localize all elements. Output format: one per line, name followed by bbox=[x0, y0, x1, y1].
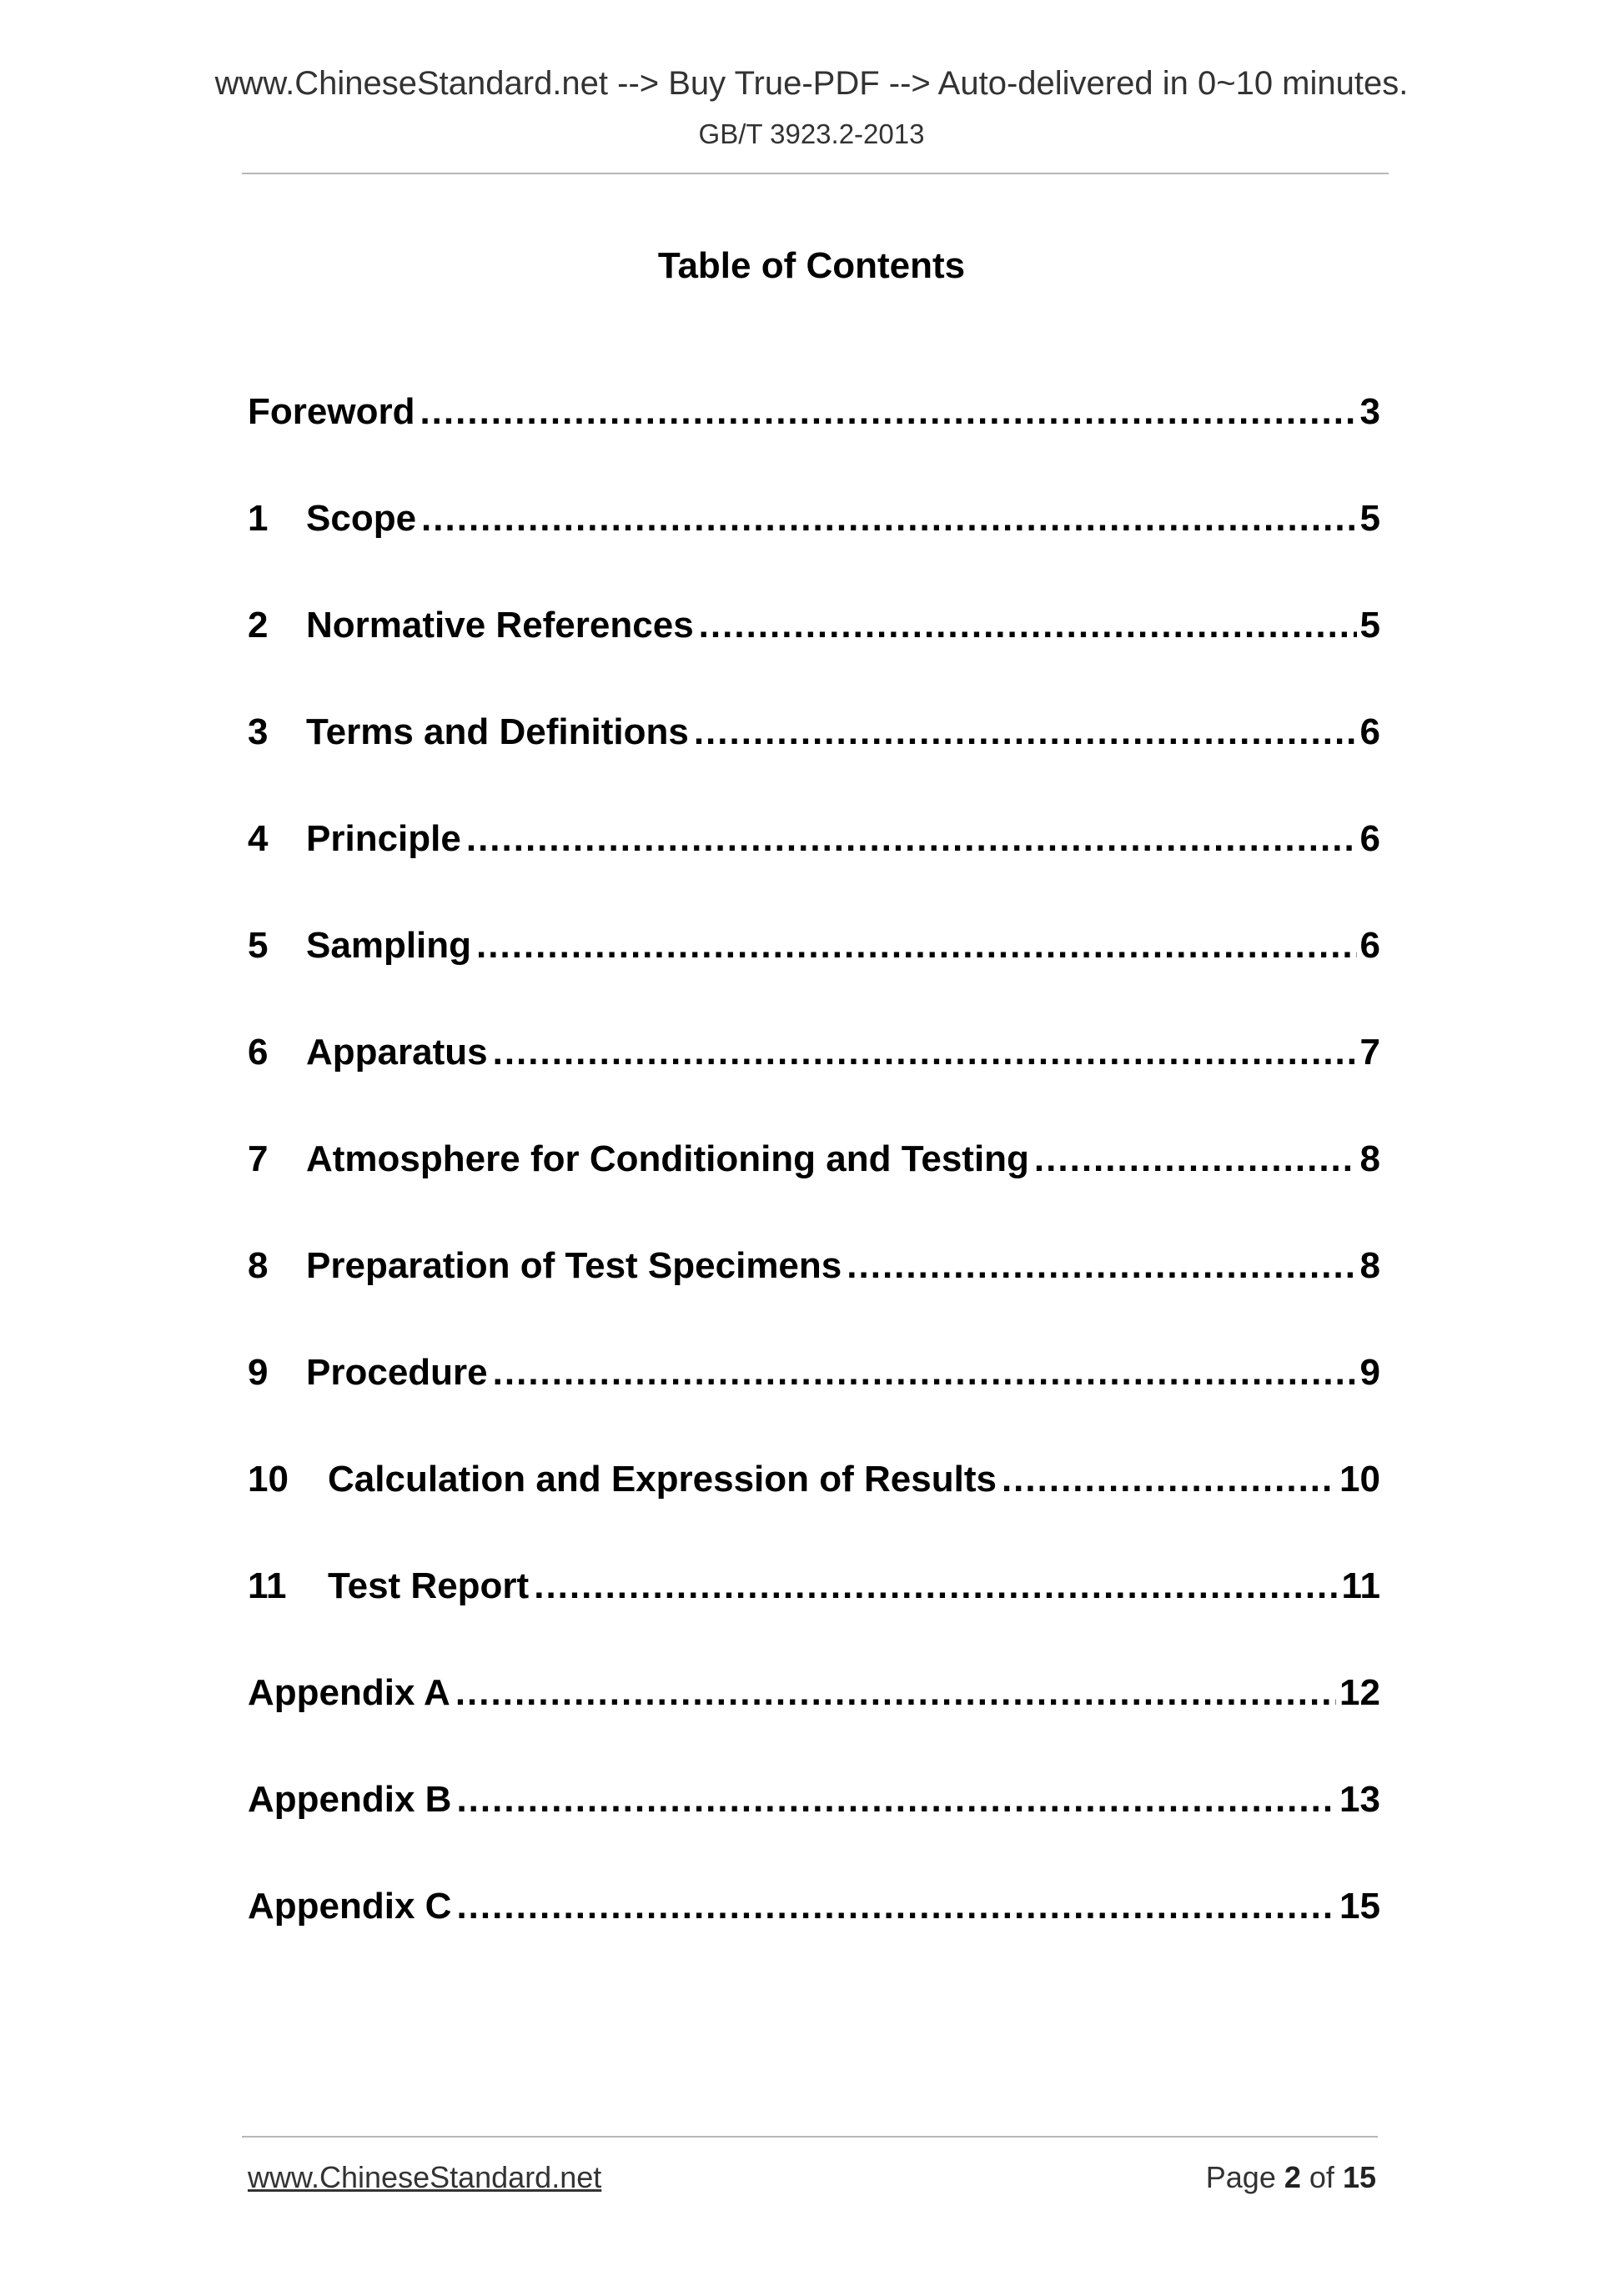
toc-leader bbox=[456, 1780, 1336, 1820]
toc-entry-label: Atmosphere for Conditioning and Testing bbox=[306, 1138, 1029, 1179]
toc-entry-page: 6 bbox=[1359, 818, 1380, 859]
toc-entry-number: 5 bbox=[248, 925, 269, 966]
toc-entry-apparatus[interactable] bbox=[248, 1032, 1380, 1073]
toc-entry-page: 8 bbox=[1359, 1138, 1380, 1179]
toc-leader bbox=[493, 1032, 1357, 1073]
toc-entry-number: 11 bbox=[248, 1565, 287, 1606]
toc-entry-page: 6 bbox=[1359, 925, 1380, 966]
page-total: 15 bbox=[1342, 2160, 1376, 2194]
toc-leader bbox=[493, 1353, 1357, 1393]
toc-entry-terms-and-definitions[interactable] bbox=[248, 712, 1380, 752]
toc-entry-number: 10 bbox=[248, 1459, 289, 1500]
toc-entry-number: 6 bbox=[248, 1032, 269, 1073]
toc-entry-page: 12 bbox=[1339, 1672, 1380, 1713]
toc-entry-appendix-a[interactable] bbox=[248, 1673, 1380, 1713]
toc-entry-calculation[interactable] bbox=[248, 1459, 1380, 1500]
toc-entry-label: Normative References bbox=[306, 605, 694, 646]
toc-entry-label: Calculation and Expression of Results bbox=[328, 1459, 997, 1500]
page-indicator bbox=[1206, 2160, 1376, 2195]
toc-leader bbox=[420, 392, 1356, 432]
toc-leader bbox=[455, 1673, 1336, 1713]
toc-entry-page: 5 bbox=[1359, 498, 1380, 539]
toc-entry-label: Principle bbox=[306, 818, 461, 859]
toc-entry-sampling[interactable] bbox=[248, 926, 1380, 966]
page-of: of bbox=[1309, 2160, 1334, 2194]
toc-entry-scope[interactable] bbox=[248, 499, 1380, 539]
toc-leader bbox=[847, 1246, 1356, 1286]
header-divider bbox=[242, 173, 1389, 174]
toc-title: Table of Contents bbox=[657, 245, 966, 286]
toc-entry-number: 1 bbox=[248, 498, 269, 539]
toc-entry-preparation-of-test-specimens[interactable] bbox=[248, 1246, 1380, 1286]
page-prefix: Page bbox=[1205, 2160, 1276, 2194]
toc-entry-appendix-b[interactable] bbox=[248, 1780, 1380, 1820]
toc-entry-label: Procedure bbox=[306, 1352, 488, 1393]
toc-entry-label: Test Report bbox=[328, 1565, 530, 1606]
toc-entry-page: 10 bbox=[1339, 1459, 1380, 1500]
toc-leader bbox=[456, 1887, 1336, 1927]
toc-entry-page: 11 bbox=[1341, 1565, 1380, 1606]
toc-entry-page: 6 bbox=[1359, 711, 1380, 752]
toc-entry-number: 7 bbox=[248, 1138, 269, 1179]
toc-leader bbox=[1034, 1139, 1357, 1179]
toc-entry-label: Preparation of Test Specimens bbox=[306, 1245, 842, 1286]
toc-entry-label: Terms and Definitions bbox=[306, 711, 689, 752]
toc-leader bbox=[476, 926, 1356, 966]
footer-website-link[interactable]: www.ChineseStandard.net bbox=[248, 2160, 602, 2194]
toc-entry-label: Apparatus bbox=[306, 1032, 488, 1073]
toc-entry-label: Scope bbox=[306, 498, 417, 539]
toc-leader bbox=[694, 712, 1357, 752]
toc-entry-appendix-c[interactable] bbox=[248, 1887, 1380, 1927]
toc-entry-number: 3 bbox=[248, 711, 269, 752]
toc-entry-page: 15 bbox=[1339, 1886, 1380, 1927]
toc-entry-test-report[interactable] bbox=[248, 1566, 1380, 1606]
toc-leader bbox=[421, 499, 1356, 539]
toc-entry-number: 4 bbox=[248, 818, 269, 859]
toc-entry-page: 9 bbox=[1359, 1352, 1380, 1393]
toc-entry-foreword[interactable] bbox=[248, 392, 1380, 432]
header-banner: www.ChineseStandard.net --> Buy True-PDF --> Auto-delivered in 0~10 minutes. bbox=[214, 65, 1409, 102]
toc-entry-page: 8 bbox=[1359, 1245, 1380, 1286]
toc-leader bbox=[466, 819, 1357, 859]
toc-entry-page: 7 bbox=[1359, 1032, 1380, 1073]
toc-entry-label: Sampling bbox=[306, 925, 472, 966]
toc-entry-atmosphere[interactable] bbox=[248, 1139, 1380, 1179]
standard-id: GB/T 3923.2-2013 bbox=[698, 118, 925, 149]
table-of-contents bbox=[248, 392, 1380, 1993]
toc-entry-procedure[interactable] bbox=[248, 1353, 1380, 1393]
toc-entry-page: 5 bbox=[1359, 605, 1380, 646]
toc-entry-normative-references[interactable] bbox=[248, 605, 1380, 646]
toc-leader bbox=[1002, 1459, 1336, 1500]
toc-entry-label: Appendix C bbox=[248, 1886, 452, 1927]
toc-entry-label: Foreword bbox=[248, 391, 415, 432]
toc-entry-number: 2 bbox=[248, 605, 269, 646]
footer-divider bbox=[242, 2136, 1378, 2138]
toc-leader bbox=[534, 1566, 1338, 1606]
toc-entry-number: 8 bbox=[248, 1245, 269, 1286]
page-current: 2 bbox=[1284, 2160, 1301, 2194]
toc-entry-label: Appendix A bbox=[248, 1672, 450, 1713]
toc-leader bbox=[699, 605, 1357, 646]
toc-entry-page: 3 bbox=[1359, 391, 1380, 432]
toc-entry-principle[interactable] bbox=[248, 819, 1380, 859]
toc-entry-label: Appendix B bbox=[248, 1779, 452, 1820]
toc-entry-number: 9 bbox=[248, 1352, 269, 1393]
toc-entry-page: 13 bbox=[1339, 1779, 1380, 1820]
